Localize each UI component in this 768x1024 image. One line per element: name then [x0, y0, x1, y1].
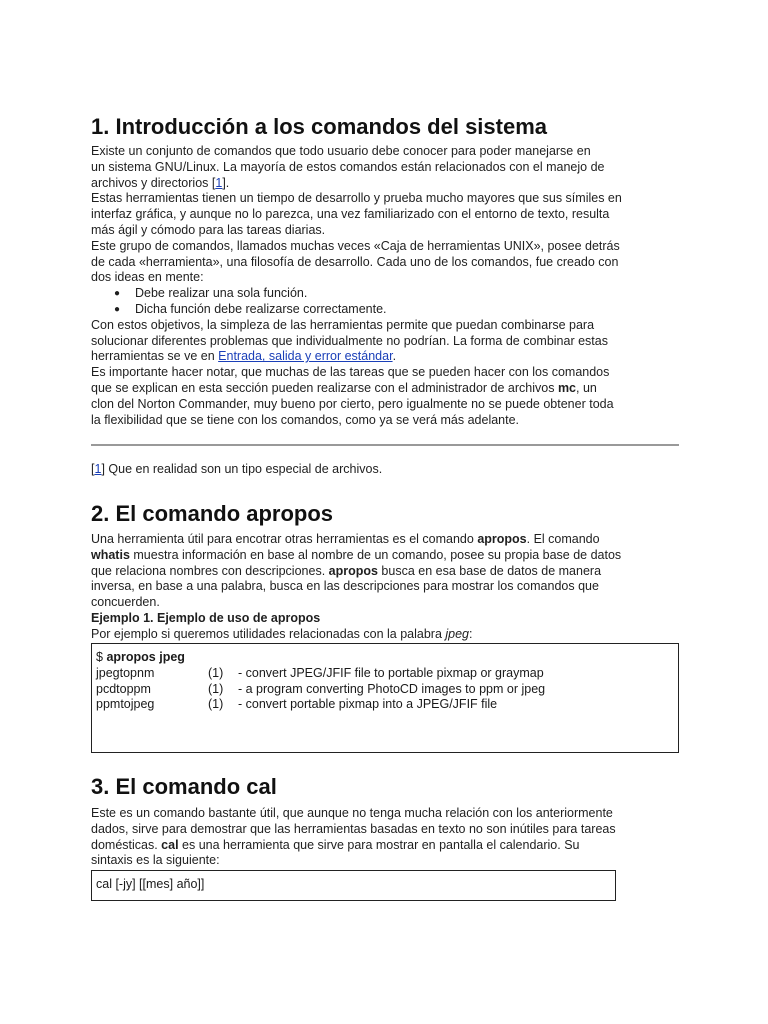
paragraph-line: concuerden.: [91, 595, 160, 610]
footnote-divider: [91, 444, 679, 446]
io-redirection-link[interactable]: Entrada, salida y error estándar: [218, 349, 393, 364]
output-row: pcdtoppm (1) - a program converting PhotoCD images to ppm or jpeg: [96, 681, 546, 696]
paragraph-line: dos ideas en mente:: [91, 270, 204, 285]
paragraph-line: más ágil y cómodo para las tareas diarias.: [91, 222, 326, 237]
paragraph-line: Este grupo de comandos, llamados muchas veces «Caja de herramientas UNIX», posee detrás: [91, 238, 620, 253]
paragraph-line: la flexibilidad que se tiene con los comandos, como ya se verá más adelante.: [91, 412, 520, 427]
list-item: ● Debe realizar una sola función.: [114, 286, 308, 301]
section-1-title: 1. Introducción a los comandos del sistema: [91, 114, 548, 139]
paragraph-line: Con estos objetivos, la simpleza de las herramientas permite que puedan combinarse para: [91, 317, 595, 332]
paragraph-line: Este es un comando bastante útil, que aunque no tenga mucha relación con los anteriormente: [91, 806, 613, 820]
paragraph-line: que se explican en esta sección pueden realizarse con el administrador de archivos mc, un: [91, 380, 597, 395]
cal-syntax-box: [91, 870, 616, 901]
paragraph-line: Es importante hacer notar, que muchas de las tareas que se pueden hacer con los comandos: [91, 365, 610, 380]
example-intro: Por ejemplo si queremos utilidades relacionadas con la palabra jpeg:: [91, 626, 473, 641]
paragraph-line: sintaxis es la siguiente:: [91, 853, 220, 868]
footnote-ref-link[interactable]: 1: [215, 175, 223, 190]
paragraph-line: Una herramienta útil para encotrar otras herramientas es el comando apropos. El comando: [91, 532, 600, 546]
paragraph-line: herramientas se ve en Entrada, salida y error estándar.: [91, 349, 397, 364]
bullet-icon: ●: [114, 288, 121, 300]
paragraph-line: de cada «herramienta», una filosofía de desarrollo. Cada uno de los comandos, fue creado con: [91, 254, 619, 269]
paragraph-line: solucionar diferentes problemas que individualmente no podrían. La forma de combinar estas: [91, 333, 608, 348]
section-2-body: [91, 532, 681, 643]
paragraph-line: whatis muestra información en base al nombre de un comando, posee su propia base de datos: [91, 547, 622, 562]
paragraph-line: dados, sirve para demostrar que las herramientas basadas en texto no son inútiles para tareas: [91, 821, 616, 836]
output-row: jpegtopnm (1) - convert JPEG/JFIF file to portable pixmap or graymap: [96, 665, 544, 680]
bullet-icon: ●: [114, 303, 121, 315]
section-1-body: [91, 144, 681, 428]
footnote: [1] Que en realidad son un tipo especial de archivos.: [91, 462, 383, 476]
paragraph-line: inversa, en base a una palabra, busca en las descripciones para mostrar los comandos que: [91, 579, 599, 594]
paragraph-line: Existe un conjunto de comandos que todo usuario debe conocer para poder manejarse en: [91, 144, 591, 158]
output-row: ppmtojpeg (1) - convert portable pixmap into a JPEG/JFIF file: [96, 697, 498, 712]
list-item: ● Dicha función debe realizarse correctamente.: [114, 301, 387, 316]
paragraph-line: un sistema GNU/Linux. La mayoría de estos comandos están relacionados con el manejo de: [91, 159, 605, 174]
section-3-title: 3. El comando cal: [91, 774, 277, 799]
paragraph-line: archivos y directorios [1].: [91, 175, 230, 190]
paragraph-line: interfaz gráfica, y aunque no lo parezca, una vez familiarizado con el entorno de texto, resulta: [91, 207, 610, 222]
section-2-title: 2. El comando apropos: [91, 501, 334, 526]
paragraph-line: Estas herramientas tienen un tiempo de desarrollo y prueba mucho mayores que sus símiles en: [91, 191, 622, 206]
example-title: Ejemplo 1. Ejemplo de uso de apropos: [91, 610, 321, 625]
footnote-back-link[interactable]: 1: [94, 462, 102, 476]
paragraph-line: que relaciona nombres con descripciones. apropos busca en esa base de datos de manera: [91, 563, 602, 578]
section-3-body: [91, 806, 681, 869]
paragraph-line: domésticas. cal es una herramienta que sirve para mostrar en pantalla el calendario. Su: [91, 837, 580, 852]
bullet-list: [91, 286, 681, 318]
paragraph-line: clon del Norton Commander, muy bueno por cierto, pero igualmente no se puede obtener toda: [91, 396, 614, 411]
command-line: $ apropos jpeg: [96, 650, 185, 664]
cal-syntax: cal [-jy] [[mes] año]]: [96, 877, 205, 891]
apropos-example-box: [91, 643, 679, 753]
